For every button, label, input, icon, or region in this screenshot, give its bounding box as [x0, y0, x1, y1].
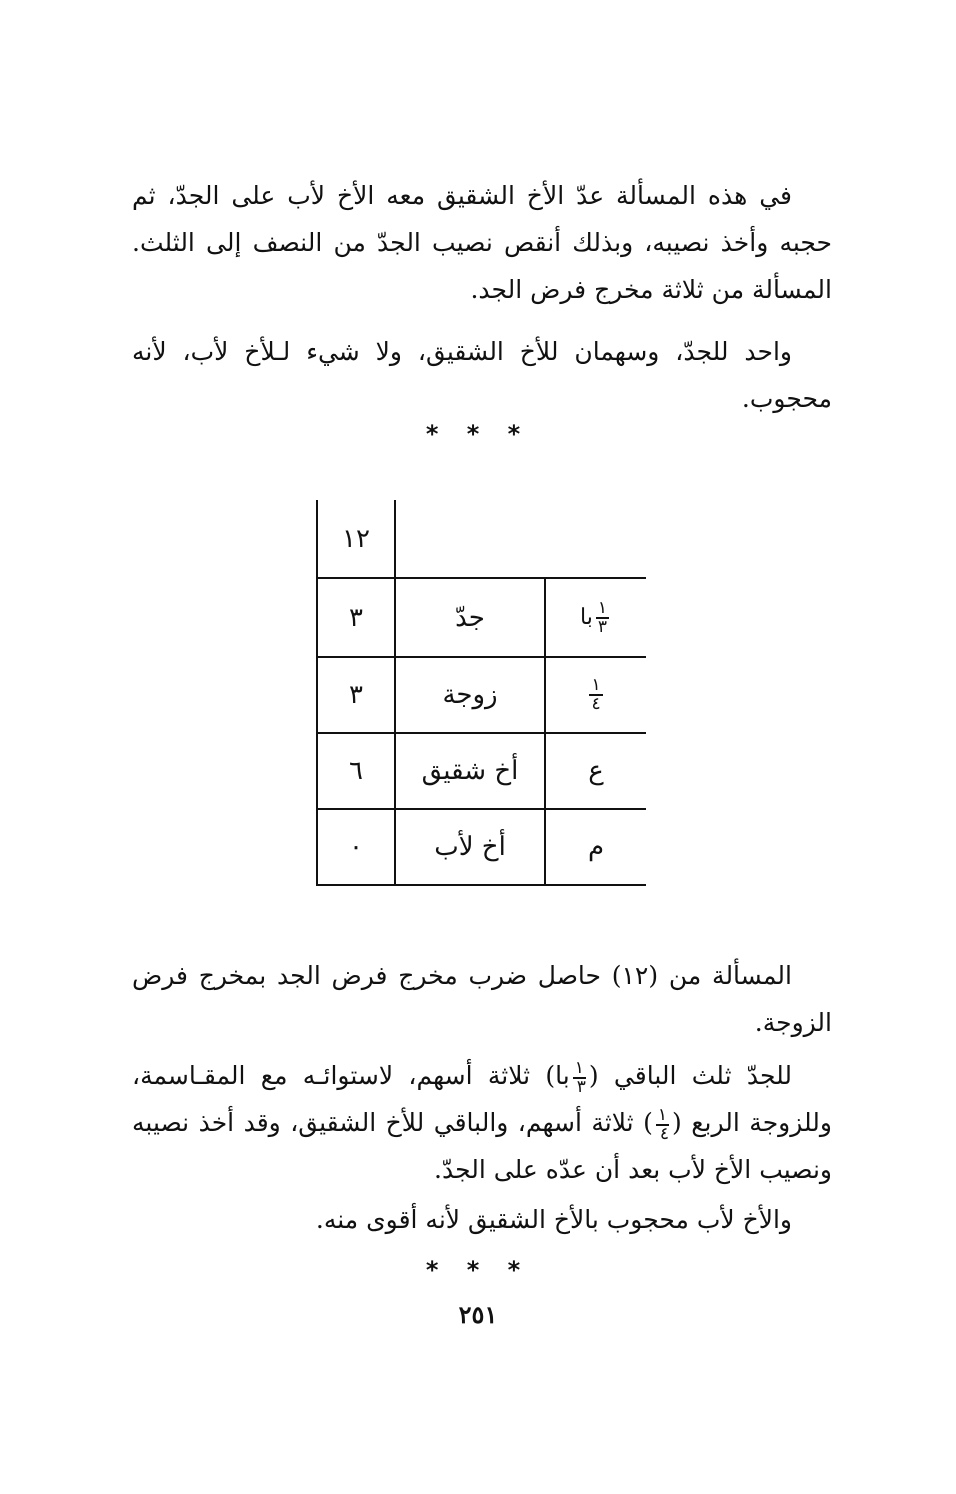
paragraph-1-line-2: حجبه وأخذ نصيبه، وبذلك أنقص نصيب الجدّ من النصف إلى الثلث.: [132, 228, 832, 257]
table-row-4-heir: أخ لأب: [434, 832, 506, 862]
table-row-3-count: ٦: [349, 756, 363, 786]
paragraph-3: [132, 952, 832, 1046]
table-row-2-heir: زوجة: [442, 680, 498, 710]
table-row-3-heir: أخ شقيق: [421, 756, 519, 786]
table-row-1-heir: جدّ: [455, 602, 485, 633]
section-separator-1: * * *: [425, 420, 531, 448]
table-row-4-count: ٠: [349, 832, 363, 862]
share-suffix: با: [580, 605, 593, 630]
paragraph-4-line-3: ونصيب الأخ لأب بعد أن عدّه على الجدّ.: [434, 1155, 832, 1184]
paragraph-2: [132, 328, 832, 422]
table-row-2-share: [546, 658, 646, 732]
section-separator-2: * * *: [425, 1256, 531, 1284]
table-row-2-count: ٣: [349, 680, 363, 710]
fraction-one-quarter: $\frac{١}{٤}$: [591, 675, 601, 714]
paragraph-1-line-3: المسألة من ثلاثة مخرج فرض الجد.: [470, 275, 832, 304]
paragraph-3-line-2: الزوجة.: [754, 1008, 832, 1037]
paragraph-5-line-1: والأخ لأب محجوب بالأخ الشقيق لأنه أقوى منه.: [315, 1205, 792, 1234]
table-row-1-share: [546, 579, 646, 656]
paragraph-4-line-2: وللزوجة الربع ( $\frac{١}{٤}$ ) ثلاثة أسهم، والباقي للأخ الشقيق، وقد أخذ نصيبه: [132, 1104, 832, 1144]
fraction-one-quarter-inline: $\frac{١}{٤}$: [657, 1104, 669, 1144]
table-total-cell: ١٢: [342, 523, 370, 554]
table-bottom-line: [316, 884, 646, 886]
table-row-4-share: م: [587, 832, 605, 862]
table-row-3-share: ع: [588, 756, 604, 786]
paragraph-1-line-1: في هذه المسألة عدّ الأخ الشقيق معه الأخ لأب على الجدّ، ثم: [132, 181, 792, 210]
paragraph-2-line-1: واحد للجدّ، وسهمان للأخ الشقيق، ولا شيء لـلأخ لأب، لأنه: [132, 337, 792, 366]
fraction-one-third: $\frac{١}{٣}$: [597, 597, 607, 637]
table-row-1-count: ٣: [349, 602, 363, 633]
fraction-one-third-inline: $\frac{١}{٣}$: [574, 1057, 586, 1097]
paragraph-5: [132, 1196, 832, 1243]
paragraph-4-line-1: للجدّ ثلث الباقي ( $\frac{١}{٣}$ با) ثلاثة أسهم، لاستوائـه مع المقـاسمة،: [132, 1057, 792, 1097]
paragraph-3-line-1: المسألة من (١٢) حاصل ضرب مخرج فرض الجد بمخرج فرض: [132, 961, 792, 990]
page-number: ٢٥١: [458, 1300, 498, 1329]
paragraph-4: [132, 1052, 832, 1193]
paragraph-1: [132, 172, 832, 313]
paragraph-2-line-2: محجوب.: [741, 384, 832, 413]
